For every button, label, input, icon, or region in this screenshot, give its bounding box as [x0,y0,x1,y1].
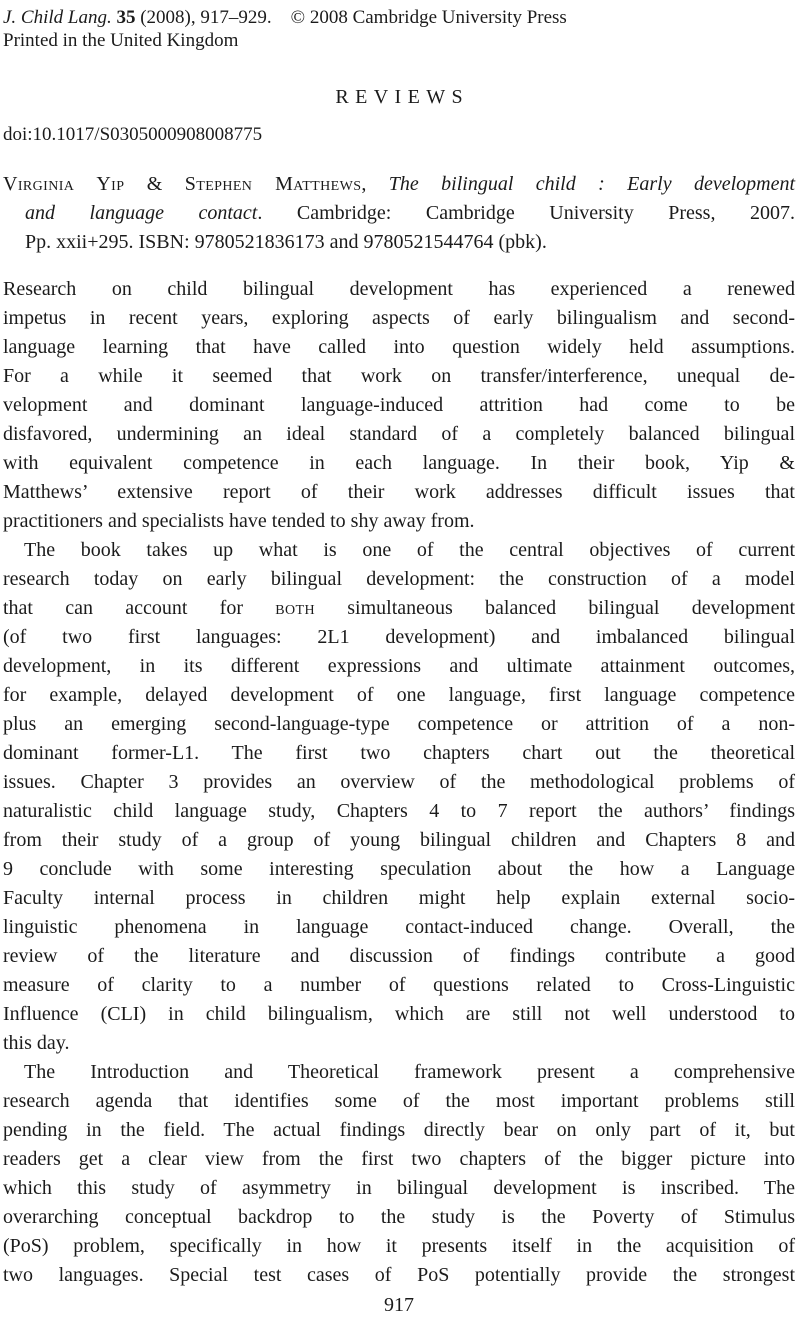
text-segment: Stephen Matthews [184,173,362,195]
text-line: this day. [3,1032,70,1054]
text-line: (of two first languages: 2L1 development) and imbalanced bilingual [3,626,795,648]
text-line: practitioners and specialists have tended to shy away from. [3,510,475,532]
text-line: language learning that have called into question widely held assumptions. [3,336,795,358]
text-line: readers get a clear view from the first two chapters of the bigger picture into [3,1148,795,1170]
citation-line [3,170,795,199]
text-segment: (2008), 917–929. © 2008 Cambridge University Press [135,7,567,28]
page-number: 917 [384,1294,414,1316]
text-line: for example, delayed development of one language, first language competence [3,684,795,706]
text-segment: , [361,173,389,195]
text-line: which this study of asymmetry in bilingual development is inscribed. The [3,1177,795,1199]
text-line: naturalistic child language study, Chapters 4 to 7 report the authors’ findings [3,800,795,822]
book-citation [3,170,795,257]
text-line: The book takes up what is one of the central objectives of current [24,539,795,561]
text-line: impetus in recent years, exploring aspects of early bilingualism and second- [3,307,795,329]
paragraph [3,1058,795,1290]
text-line: velopment and dominant language-induced attrition had come to be [3,394,795,416]
text-line: linguistic phenomena in language contact-induced change. Overall, the [3,916,795,938]
text-segment: J. Child Lang. [3,7,112,28]
text-line: For a while it seemed that work on transfer/interference, unequal de- [3,365,795,387]
text-line: Faculty internal process in children might help explain external socio- [3,887,795,909]
text-line: two languages. Special test cases of PoS potentially provide the strongest [3,1264,795,1286]
text-line [3,594,795,623]
text-segment: simultaneous balanced bilingual development [314,597,795,619]
journal-header [3,6,795,52]
text-line: Influence (CLI) in child bilingualism, which are still not well understood to [3,1003,795,1025]
text-line: development, in its different expressions and ultimate attainment outcomes, [3,655,795,677]
text-segment: The bilingual child : Early development [388,173,796,195]
text-segment: Virginia Yip [3,173,125,195]
journal-reference-line [3,6,795,29]
doi-line: doi:10.1017/S0305000908008775 [3,124,263,145]
text-line: issues. Chapter 3 provides an overview of the methodological problems of [3,771,795,793]
text-line: disfavored, undermining an ideal standard of a completely balanced bilingual [3,423,795,445]
text-line: measure of clarity to a number of questions related to Cross-Linguistic [3,974,795,996]
text-segment: and language contact [25,202,258,224]
text-line: The Introduction and Theoretical framework present a comprehensive [24,1061,795,1083]
text-segment: 35 [116,7,136,28]
text-segment: Pp. xxii+295. ISBN: 9780521836173 and 9780521544764 (pbk). [25,231,547,253]
text-line: review of the literature and discussion of findings contribute a good [3,945,795,967]
text-line: research agenda that identifies some of the most important problems still [3,1090,795,1112]
text-line: research today on early bilingual development: the construction of a model [3,568,795,590]
paragraph [3,536,795,1058]
text-line: with equivalent competence in each language. In their book, Yip & [3,452,795,474]
text-line: plus an emerging second-language-type competence or attrition of a non- [3,713,795,735]
text-line: dominant former-L1. The first two chapters chart out the theoretical [3,742,795,764]
text-line: pending in the field. The actual findings directly bear on only part of it, but [3,1119,795,1141]
text-line: Matthews’ extensive report of their work addresses difficult issues that [3,481,795,503]
text-line: overarching conceptual backdrop to the study is the Poverty of Stimulus [3,1206,795,1228]
citation-line [3,199,795,228]
section-heading: REVIEWS [335,86,470,108]
text-line: 9 conclude with some interesting speculation about the how a Language [3,858,795,880]
review-body [3,275,795,1290]
text-line: Research on child bilingual development has experienced a renewed [3,278,795,300]
text-segment: . Cambridge: Cambridge University Press, 2007. [257,202,795,224]
text-segment: & [124,173,185,195]
paragraph [3,275,795,536]
text-line: from their study of a group of young bilingual children and Chapters 8 and [3,829,795,851]
text-segment: that can account for [3,597,276,619]
text-line: (PoS) problem, specifically in how it presents itself in the acquisition of [3,1235,795,1257]
text-segment: both [275,597,315,619]
citation-line [3,228,795,257]
printed-in-line: Printed in the United Kingdom [3,30,239,51]
